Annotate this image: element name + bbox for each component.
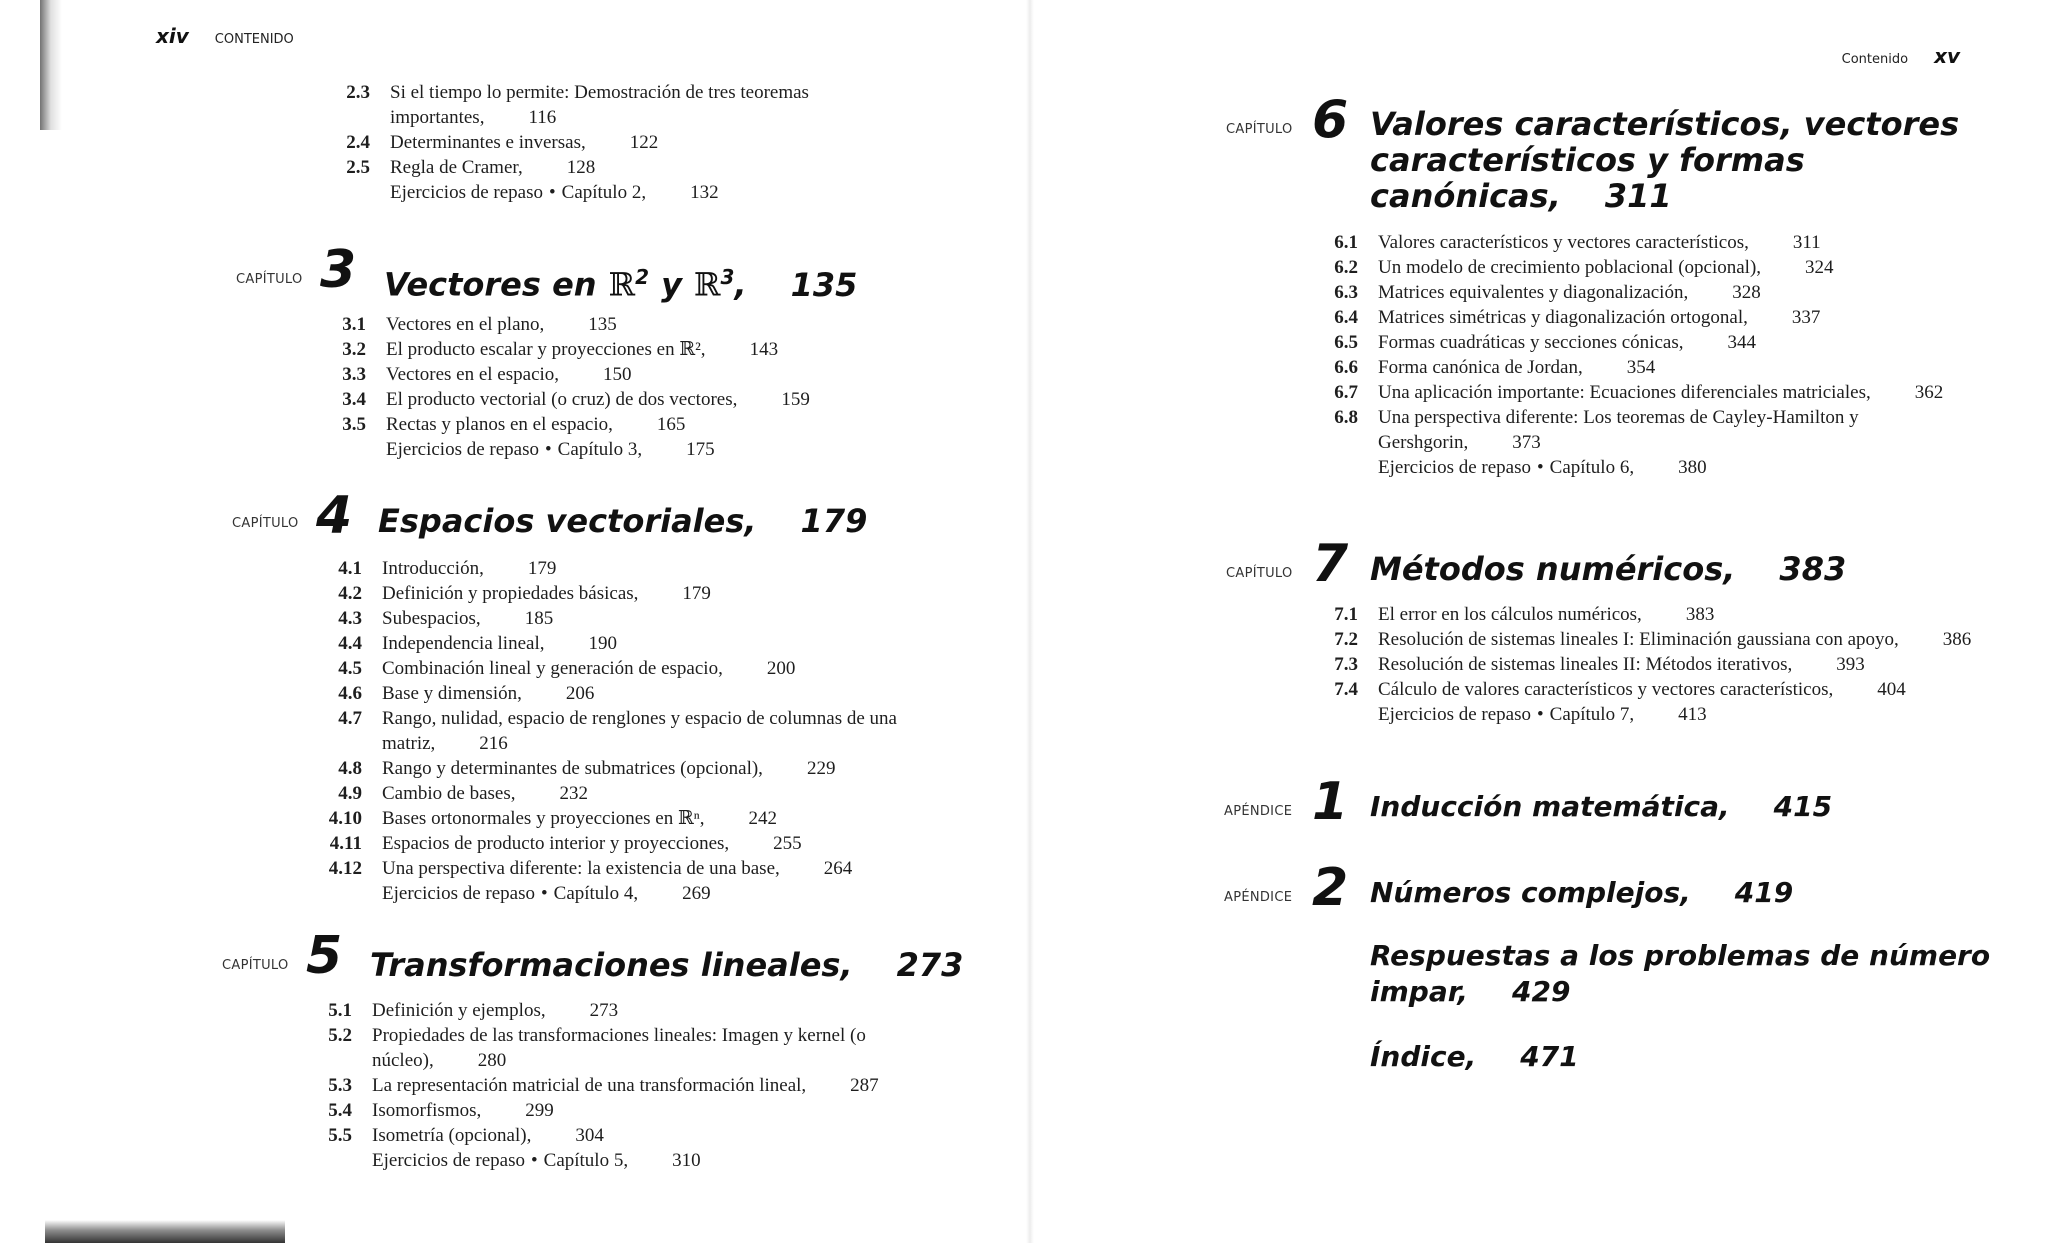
review-label: Ejercicios de repaso xyxy=(386,439,539,460)
chapter-page: 273 xyxy=(896,946,964,984)
toc-entry[interactable] xyxy=(300,998,920,1023)
section-title: Rectas y planos en el espacio, xyxy=(386,414,613,435)
review-bullet: • xyxy=(548,182,556,203)
section-page: 159 xyxy=(781,389,810,410)
title-line: canónicas, xyxy=(1370,177,1561,215)
section-number: 6.1 xyxy=(1334,232,1358,253)
review-label: Ejercicios de repaso xyxy=(390,182,543,203)
title-line: impar, xyxy=(1370,975,1469,1008)
section-page: 229 xyxy=(806,758,836,779)
section-page: 337 xyxy=(1791,307,1821,328)
chapter-2-continued-list xyxy=(318,80,878,205)
toc-entry[interactable] xyxy=(1306,280,1946,305)
toc-entry[interactable] xyxy=(314,337,874,362)
real-numbers-symbol: ℝ xyxy=(693,265,721,304)
title-text: Vectores en xyxy=(384,265,597,304)
toc-entry[interactable] xyxy=(314,312,874,337)
toc-entry[interactable] xyxy=(310,781,950,806)
section-page: 128 xyxy=(566,157,596,178)
section-number: 2.3 xyxy=(346,82,370,103)
section-title: Determinantes e inversas, xyxy=(390,132,586,153)
review-exercises-entry[interactable] xyxy=(314,437,874,462)
toc-entry[interactable] xyxy=(1306,380,1946,405)
section-page: 386 xyxy=(1942,629,1972,650)
section-number: 5.2 xyxy=(328,1025,352,1046)
review-chapter: Capítulo 7, xyxy=(1549,704,1635,725)
section-number: 7.4 xyxy=(1334,679,1358,700)
section-page: 383 xyxy=(1685,604,1715,625)
section-number: 3.2 xyxy=(342,339,366,360)
appendix-number: 1 xyxy=(1312,772,1349,832)
chapter-label: CAPÍTULO xyxy=(1226,122,1293,137)
section-page: 122 xyxy=(629,132,659,153)
toc-entry[interactable] xyxy=(310,631,950,656)
appendix-title xyxy=(1370,874,1793,912)
section-number: 3.4 xyxy=(342,389,366,410)
review-chapter: Capítulo 3, xyxy=(557,439,643,460)
chapter-title xyxy=(384,258,857,304)
toc-entry[interactable] xyxy=(300,1073,920,1098)
section-title: Rango, nulidad, espacio de renglones y espacio de columnas de una matriz, xyxy=(382,708,897,754)
toc-entry[interactable] xyxy=(1306,652,2006,677)
toc-entry[interactable] xyxy=(300,1023,920,1073)
toc-entry[interactable] xyxy=(1306,602,2006,627)
section-title: Espacios de producto interior y proyecciones, xyxy=(382,833,730,854)
section-page: 150 xyxy=(603,364,632,385)
section-page: 393 xyxy=(1836,654,1865,675)
section-number: 4.11 xyxy=(329,833,362,854)
chapter-7-section-list xyxy=(1306,602,2006,727)
review-page: 269 xyxy=(682,883,711,904)
appendix-label: APÉNDICE xyxy=(1224,890,1293,905)
section-number: 7.3 xyxy=(1334,654,1358,675)
right-running-head xyxy=(1842,44,1960,68)
chapter-title xyxy=(1370,550,1846,588)
superscript: 3 xyxy=(720,265,735,289)
section-title: Formas cuadráticas y secciones cónicas, xyxy=(1378,332,1684,353)
section-number: 5.4 xyxy=(328,1100,352,1121)
chapter-title xyxy=(370,946,963,984)
toc-entry[interactable] xyxy=(318,80,878,130)
section-number: 4.7 xyxy=(338,708,362,729)
review-exercises-entry[interactable] xyxy=(310,881,950,906)
toc-entry[interactable] xyxy=(1306,677,2006,702)
section-page: 280 xyxy=(477,1050,507,1071)
section-number: 6.6 xyxy=(1334,357,1358,378)
section-title: Rango y determinantes de submatrices (opcional), xyxy=(382,758,763,779)
toc-entry[interactable] xyxy=(1306,255,1946,280)
chapter-number: 6 xyxy=(1312,90,1349,150)
chapter-page: 135 xyxy=(790,265,858,304)
toc-entry[interactable] xyxy=(314,387,874,412)
section-page: 287 xyxy=(850,1075,879,1096)
appendix-page: 419 xyxy=(1734,876,1794,909)
section-number: 4.9 xyxy=(338,783,362,804)
section-title: Bases ortonormales y proyecciones en ℝⁿ, xyxy=(382,808,705,829)
title-text: , xyxy=(734,265,747,304)
title-line: Valores característicos, vectores xyxy=(1370,105,1960,143)
section-page: 165 xyxy=(656,414,686,435)
toc-entry[interactable] xyxy=(318,155,878,180)
section-number: 5.3 xyxy=(328,1075,352,1096)
right-page xyxy=(1030,0,2048,1243)
section-title: Una perspectiva diferente: la existencia de una base, xyxy=(382,858,780,879)
section-page: 232 xyxy=(559,783,589,804)
review-bullet: • xyxy=(1536,704,1544,725)
section-title: Resolución de sistemas lineales II: Métodos iterativos, xyxy=(1378,654,1793,675)
section-title: El producto vectorial (o cruz) de dos vectores, xyxy=(386,389,738,410)
chapter-label: CAPÍTULO xyxy=(236,272,303,287)
title-text: Transformaciones lineales, xyxy=(370,946,853,984)
title-text: Índice, xyxy=(1370,1040,1477,1073)
review-chapter: Capítulo 5, xyxy=(543,1150,629,1171)
section-title: Introducción, xyxy=(382,558,484,579)
section-title: Vectores en el plano, xyxy=(386,314,545,335)
chapter-page: 179 xyxy=(800,502,868,540)
section-number: 4.6 xyxy=(338,683,362,704)
index-title xyxy=(1370,1038,1579,1076)
section-page: 255 xyxy=(773,833,802,854)
section-title: Definición y propiedades básicas, xyxy=(382,583,639,604)
section-page: 200 xyxy=(766,658,796,679)
title-text: Inducción matemática, xyxy=(1370,790,1730,823)
section-page: 324 xyxy=(1805,257,1834,278)
toc-entry[interactable] xyxy=(314,362,874,387)
chapter-3-section-list xyxy=(314,312,874,462)
review-label: Ejercicios de repaso xyxy=(372,1150,525,1171)
toc-entry[interactable] xyxy=(310,606,950,631)
section-title: Combinación lineal y generación de espacio, xyxy=(382,658,723,679)
toc-entry[interactable] xyxy=(310,831,950,856)
section-title: Independencia lineal, xyxy=(382,633,545,654)
section-number: 6.5 xyxy=(1334,332,1358,353)
review-bullet: • xyxy=(544,439,552,460)
title-line: Respuestas a los problemas de número xyxy=(1370,939,1991,972)
toc-entry[interactable] xyxy=(318,130,878,155)
section-title: Resolución de sistemas lineales I: Eliminación gaussiana con apoyo, xyxy=(1378,629,1899,650)
section-number: 3.3 xyxy=(342,364,366,385)
section-number: 6.8 xyxy=(1334,407,1358,428)
review-label: Ejercicios de repaso xyxy=(382,883,535,904)
section-title: Cálculo de valores característicos y vectores característicos, xyxy=(1378,679,1834,700)
chapter-title xyxy=(1370,106,1959,214)
review-exercises-entry[interactable] xyxy=(1306,702,2006,727)
section-page: 354 xyxy=(1626,357,1656,378)
review-exercises-entry[interactable] xyxy=(318,180,878,205)
section-page: 362 xyxy=(1914,382,1944,403)
section-title: Isometría (opcional), xyxy=(372,1125,532,1146)
section-page: 299 xyxy=(525,1100,554,1121)
review-label: Ejercicios de repaso xyxy=(1378,704,1531,725)
toc-entry[interactable] xyxy=(1306,405,1946,455)
section-page: 404 xyxy=(1877,679,1906,700)
review-bullet: • xyxy=(530,1150,538,1171)
section-number: 4.2 xyxy=(338,583,362,604)
left-running-head xyxy=(156,24,294,48)
section-number: 6.3 xyxy=(1334,282,1358,303)
section-page: 179 xyxy=(527,558,557,579)
section-title: La representación matricial de una transformación lineal, xyxy=(372,1075,807,1096)
section-number: 3.5 xyxy=(342,414,366,435)
toc-entry[interactable] xyxy=(310,681,950,706)
chapter-label: CAPÍTULO xyxy=(1226,566,1293,581)
page-folio: xiv xyxy=(156,24,189,48)
chapter-6-section-list xyxy=(1306,230,1946,480)
section-title: Forma canónica de Jordan, xyxy=(1378,357,1583,378)
section-page: 185 xyxy=(524,608,554,629)
section-title: Matrices simétricas y diagonalización ortogonal, xyxy=(1378,307,1748,328)
chapter-4-section-list xyxy=(310,556,950,906)
toc-entry[interactable] xyxy=(310,856,950,881)
section-page: 264 xyxy=(823,858,853,879)
running-head-label: CONTENIDO xyxy=(214,32,294,47)
chapter-5-section-list xyxy=(300,998,920,1173)
running-head-label: Contenido xyxy=(1841,52,1909,67)
section-title: Matrices equivalentes y diagonalización, xyxy=(1378,282,1689,303)
toc-entry[interactable] xyxy=(300,1123,920,1148)
review-bullet: • xyxy=(1536,457,1544,478)
section-page: 311 xyxy=(1792,232,1821,253)
review-chapter: Capítulo 2, xyxy=(561,182,647,203)
section-title: Una perspectiva diferente: Los teoremas de Cayley-Hamilton y Gershgorin, xyxy=(1378,407,1859,453)
section-title: Una aplicación importante: Ecuaciones diferenciales matriciales, xyxy=(1378,382,1871,403)
answers-title xyxy=(1370,938,1990,1010)
toc-entry[interactable] xyxy=(310,806,950,831)
section-number: 6.4 xyxy=(1334,307,1358,328)
review-label: Ejercicios de repaso xyxy=(1378,457,1531,478)
review-chapter: Capítulo 6, xyxy=(1549,457,1635,478)
section-number: 4.12 xyxy=(328,858,362,879)
section-number: 4.8 xyxy=(338,758,362,779)
page-folio: xv xyxy=(1934,44,1960,68)
index-page: 471 xyxy=(1520,1040,1579,1073)
chapter-label: CAPÍTULO xyxy=(222,958,289,973)
review-page: 380 xyxy=(1678,457,1707,478)
section-title: Cambio de bases, xyxy=(382,783,516,804)
section-title: Base y dimensión, xyxy=(382,683,522,704)
section-number: 6.7 xyxy=(1334,382,1358,403)
appendix-page: 415 xyxy=(1773,790,1833,823)
section-number: 5.5 xyxy=(328,1125,352,1146)
section-title: Si el tiempo lo permite: Demostración de tres teoremas importantes, xyxy=(390,82,809,128)
chapter-number: 4 xyxy=(316,486,353,546)
appendix-label: APÉNDICE xyxy=(1224,804,1293,819)
toc-entry[interactable] xyxy=(300,1098,920,1123)
appendix-number: 2 xyxy=(1312,858,1349,918)
real-numbers-symbol: ℝ xyxy=(608,265,636,304)
toc-entry[interactable] xyxy=(1306,355,1946,380)
section-page: 242 xyxy=(748,808,778,829)
review-page: 310 xyxy=(672,1150,701,1171)
toc-entry[interactable] xyxy=(314,412,874,437)
section-number: 2.5 xyxy=(346,157,370,178)
title-text: Métodos numéricos, xyxy=(1370,550,1736,588)
review-chapter: Capítulo 4, xyxy=(553,883,639,904)
toc-entry[interactable] xyxy=(310,656,950,681)
answers-page: 429 xyxy=(1512,975,1571,1008)
section-number: 4.5 xyxy=(338,658,362,679)
section-title: Subespacios, xyxy=(382,608,481,629)
chapter-label: CAPÍTULO xyxy=(232,516,299,531)
title-text: Espacios vectoriales, xyxy=(378,502,757,540)
section-page: 273 xyxy=(589,1000,619,1021)
chapter-page: 383 xyxy=(1779,550,1847,588)
toc-entry[interactable] xyxy=(310,556,950,581)
section-page: 116 xyxy=(528,107,557,128)
section-title: Regla de Cramer, xyxy=(390,157,523,178)
review-bullet: • xyxy=(540,883,548,904)
section-title: Un modelo de crecimiento poblacional (opcional), xyxy=(1378,257,1762,278)
chapter-title xyxy=(378,502,867,540)
section-page: 206 xyxy=(565,683,595,704)
review-page: 413 xyxy=(1678,704,1707,725)
section-number: 3.1 xyxy=(342,314,366,335)
title-text: y xyxy=(661,265,682,304)
section-number: 4.1 xyxy=(338,558,362,579)
section-title: Isomorfismos, xyxy=(372,1100,482,1121)
review-page: 175 xyxy=(686,439,715,460)
chapter-number: 7 xyxy=(1312,534,1349,594)
section-page: 344 xyxy=(1727,332,1756,353)
section-title: El error en los cálculos numéricos, xyxy=(1378,604,1642,625)
section-page: 304 xyxy=(575,1125,604,1146)
toc-entry[interactable] xyxy=(1306,627,2006,652)
toc-entry[interactable] xyxy=(310,756,950,781)
section-page: 373 xyxy=(1512,432,1541,453)
chapter-page: 311 xyxy=(1604,177,1672,215)
section-page: 216 xyxy=(479,733,508,754)
appendix-title xyxy=(1370,788,1832,826)
section-number: 7.1 xyxy=(1334,604,1358,625)
section-page: 135 xyxy=(588,314,617,335)
toc-entry[interactable] xyxy=(310,706,950,756)
chapter-number: 3 xyxy=(320,240,357,300)
section-title: Propiedades de las transformaciones lineales: Imagen y kernel (o núcleo), xyxy=(372,1025,866,1071)
section-title: Valores característicos y vectores característicos, xyxy=(1378,232,1749,253)
title-line: característicos y formas xyxy=(1370,141,1805,179)
section-title: El producto escalar y proyecciones en ℝ², xyxy=(386,339,706,360)
section-number: 4.3 xyxy=(338,608,362,629)
review-page: 132 xyxy=(690,182,719,203)
toc-entry[interactable] xyxy=(310,581,950,606)
section-number: 2.4 xyxy=(346,132,370,153)
section-title: Vectores en el espacio, xyxy=(386,364,560,385)
toc-entry[interactable] xyxy=(1306,230,1946,255)
section-number: 4.10 xyxy=(328,808,362,829)
section-page: 179 xyxy=(682,583,711,604)
toc-entry[interactable] xyxy=(1306,305,1946,330)
section-number: 6.2 xyxy=(1334,257,1358,278)
toc-entry[interactable] xyxy=(1306,330,1946,355)
chapter-number: 5 xyxy=(306,926,343,986)
section-number: 7.2 xyxy=(1334,629,1358,650)
section-title: Definición y ejemplos, xyxy=(372,1000,546,1021)
section-page: 143 xyxy=(749,339,779,360)
superscript: 2 xyxy=(635,265,650,289)
section-number: 5.1 xyxy=(328,1000,352,1021)
section-page: 328 xyxy=(1732,282,1761,303)
review-exercises-entry[interactable] xyxy=(1306,455,1946,480)
title-text: Números complejos, xyxy=(1370,876,1691,909)
section-page: 190 xyxy=(588,633,617,654)
review-exercises-entry[interactable] xyxy=(300,1148,920,1173)
section-number: 4.4 xyxy=(338,633,362,654)
